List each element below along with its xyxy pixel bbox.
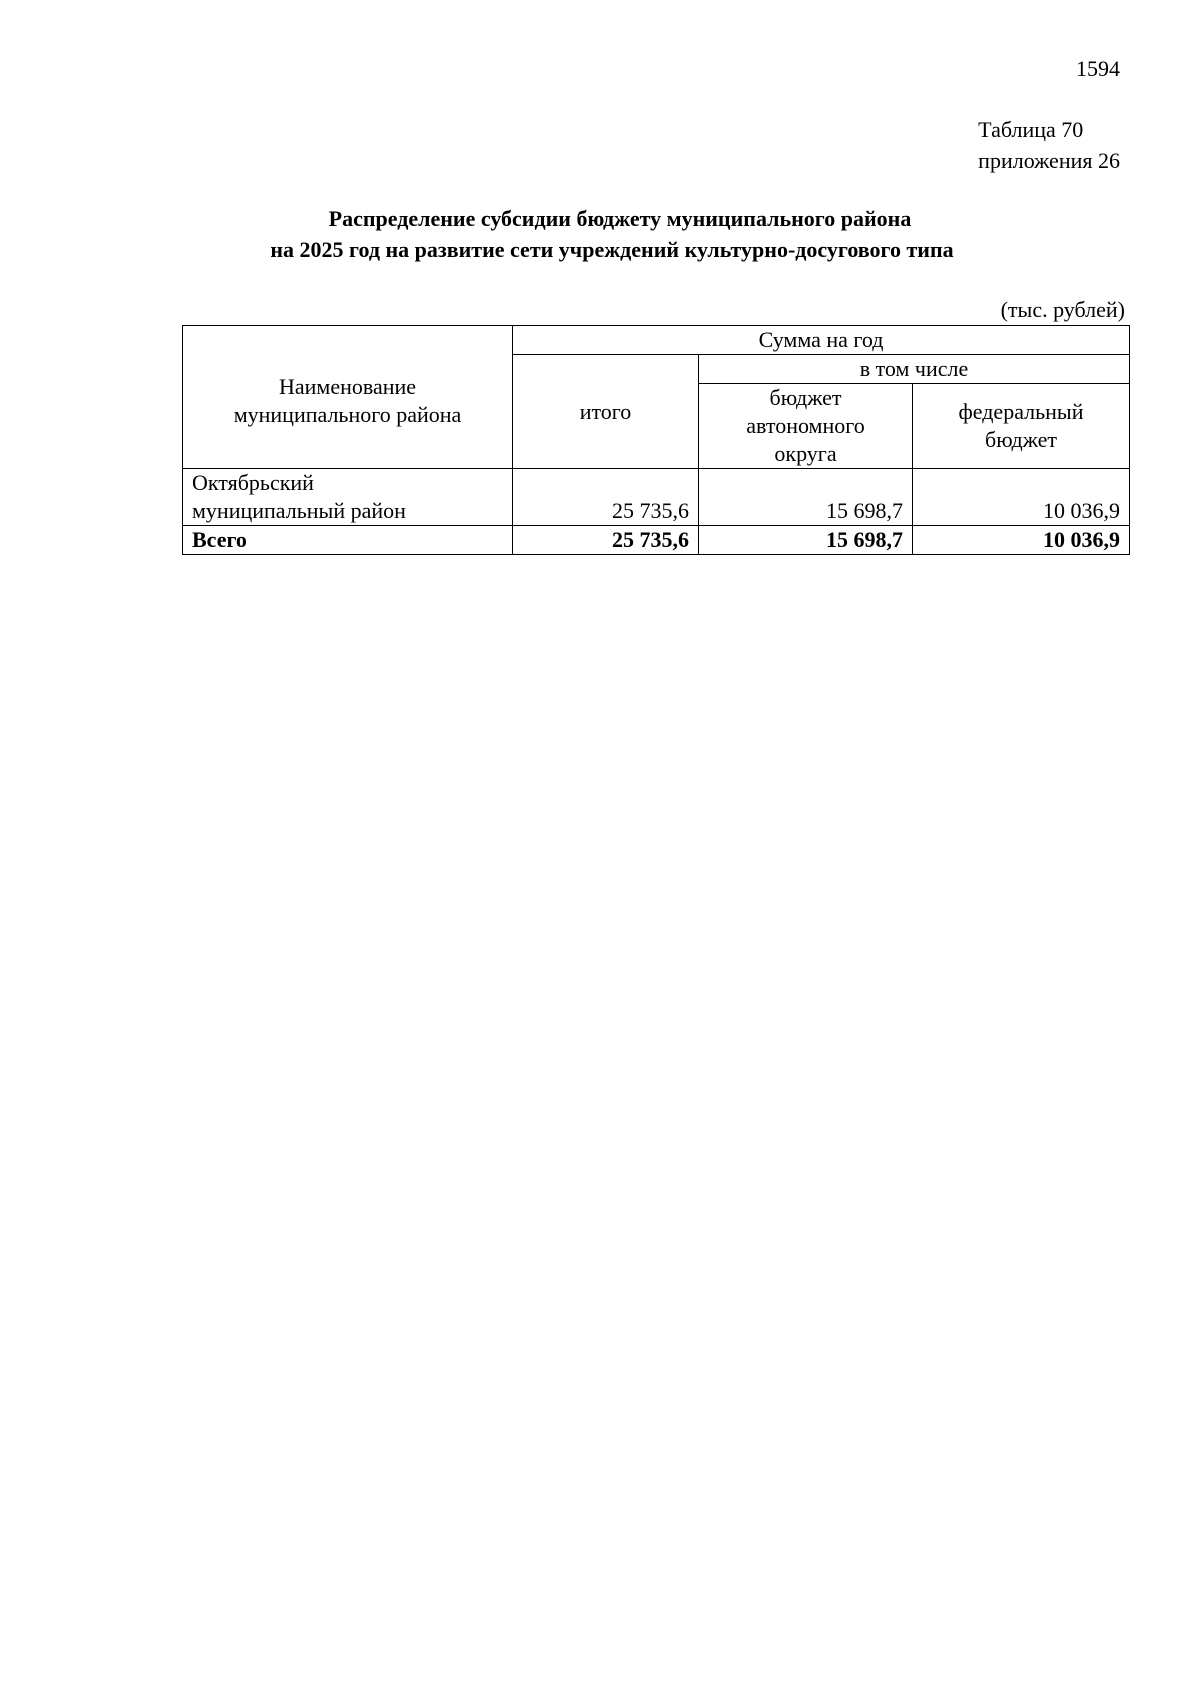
header-federal-budget-cell <box>913 384 1130 469</box>
header-including-cell: в том числе <box>699 355 1130 384</box>
okrug-total-cell: 15 698,7 <box>699 526 913 555</box>
table-reference-line: приложения 26 <box>978 148 1120 173</box>
title-line: на 2025 год на развитие сети учреждений культурно-досугового типа <box>270 237 954 262</box>
header-text: муниципального района <box>233 402 462 427</box>
table-row <box>183 469 1130 526</box>
subsidy-table <box>182 325 1130 555</box>
district-name-text: Октябрьский <box>192 470 314 495</box>
header-total-cell: итого <box>513 355 699 469</box>
header-text: округа <box>774 441 837 466</box>
header-sum-year-cell: Сумма на год <box>513 326 1130 355</box>
header-name-cell <box>183 326 513 469</box>
units-label: (тыс. рублей) <box>1000 297 1125 322</box>
total-row <box>183 526 1130 555</box>
federal-value-cell: 10 036,9 <box>913 469 1130 526</box>
header-text: федеральный <box>958 399 1084 424</box>
header-text: бюджет <box>985 427 1057 452</box>
district-name-text: муниципальный район <box>192 498 406 523</box>
page-number: 1594 <box>1076 56 1120 81</box>
okrug-value-cell: 15 698,7 <box>699 469 913 526</box>
total-value-cell: 25 735,6 <box>513 469 699 526</box>
table-reference <box>978 114 1120 176</box>
total-label-cell: Всего <box>183 526 513 555</box>
header-text: бюджет <box>769 385 842 410</box>
federal-total-cell: 10 036,9 <box>913 526 1130 555</box>
document-title <box>0 203 1200 265</box>
header-okrug-budget-cell <box>699 384 913 469</box>
grand-total-cell: 25 735,6 <box>513 526 699 555</box>
header-text: автономного <box>746 413 865 438</box>
header-text: Наименование <box>278 374 417 399</box>
district-name-cell <box>183 469 513 526</box>
title-line: Распределение субсидии бюджету муниципального района <box>328 206 912 231</box>
table-reference-line: Таблица 70 <box>978 117 1084 142</box>
header-row <box>183 326 1130 355</box>
